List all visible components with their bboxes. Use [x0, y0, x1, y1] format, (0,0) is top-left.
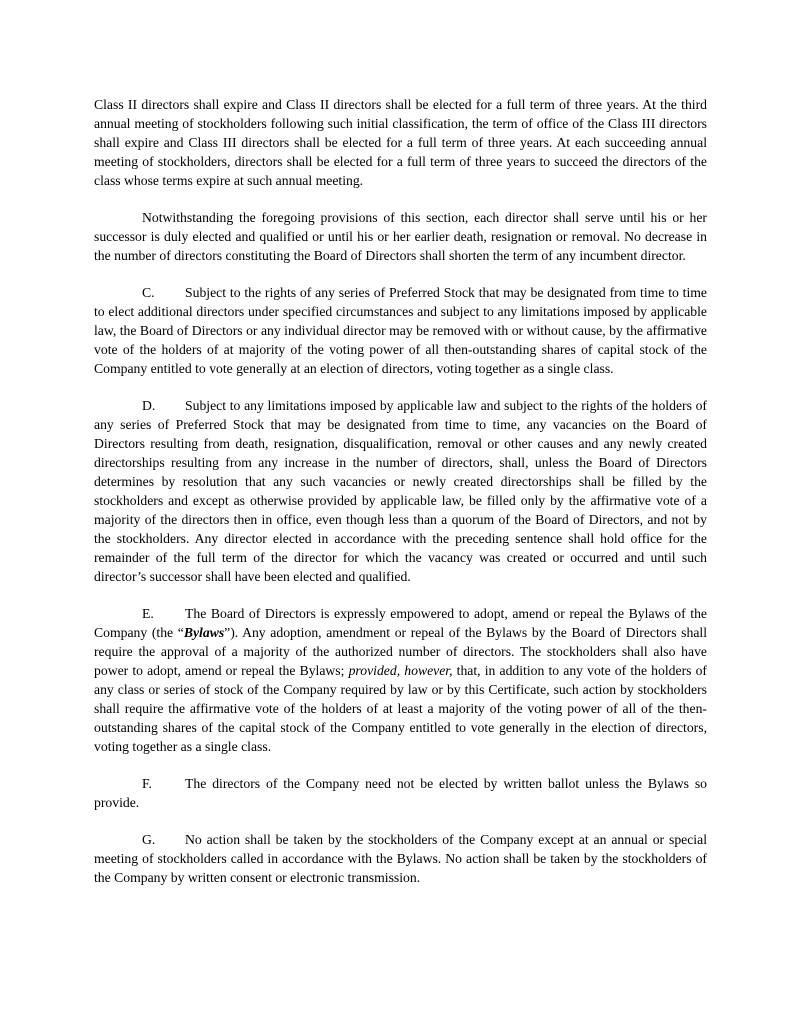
paragraph-label: C. [142, 285, 155, 300]
text-run: ”). Any adoption, amendment or repeal of the Bylaws by the Board of Directors shall require the approval of a majority of the authorized number of directors. The stockholders shall also have power to adopt, amend or repeal the Bylaws; [94, 625, 707, 678]
paragraph [94, 830, 707, 887]
paragraph [94, 604, 707, 756]
text-run: The directors of the Company need not be elected by written ballot unless the Bylaws so provide. [94, 776, 707, 810]
document-body [94, 95, 707, 887]
text-run: that, in addition to any vote of the holders of any class or series of stock of the Company required by law or by this Certificate, such action by stockholders shall require the affirmative vote of the holders of at least a majority of the voting power of all of the then-outstanding shares of the capital stock of the Company entitled to vote generally in the election of directors, voting together as a single class. [94, 663, 707, 754]
text-run: The Board of Directors is expressly empowered to adopt, amend or repeal the Bylaws of the Company (the “ [94, 606, 707, 640]
paragraph [94, 396, 707, 586]
paragraph-label: F. [142, 776, 152, 791]
text-run: Class II directors shall expire and Class II directors shall be elected for a full term of three years. At the third annual meeting of stockholders following such initial classification, the term of office of the Class III directors shall expire and Class III directors shall be elected for a full term of three years. At each succeeding annual meeting of stockholders, directors shall be elected for a full term of three years to succeed the directors of the class whose terms expire at such annual meeting. [94, 97, 707, 188]
paragraph [94, 283, 707, 378]
text-run: Bylaws [183, 625, 225, 640]
paragraph-label: E. [142, 606, 154, 621]
text-run: Notwithstanding the foregoing provisions of this section, each director shall serve until his or her successor is duly elected and qualified or until his or her earlier death, resignation or removal. No decrease in the number of directors constituting the Board of Directors shall shorten the term of any incumbent director. [94, 210, 707, 263]
paragraph [94, 208, 707, 265]
text-run: provided, however, [348, 663, 453, 678]
paragraph-label: G. [142, 832, 156, 847]
text-run: Subject to any limitations imposed by applicable law and subject to the rights of the holders of any series of Preferred Stock that may be designated from time to time, any vacancies on the Board of Directors resulting from death, resignation, disqualification, removal or other causes and any newly created directorships resulting from any increase in the number of directors, shall, unless the Board of Directors determines by resolution that any such vacancies or newly created directorships shall be filled by the stockholders and except as otherwise provided by applicable law, be filled only by the affirmative vote of a majority of the directors then in office, even though less than a quorum of the Board of Directors, and not by the stockholders. Any director elected in accordance with the preceding sentence shall hold office for the remainder of the full term of the director for which the vacancy was created or occurred and until such director’s successor shall have been elected and qualified. [94, 398, 707, 584]
text-run: No action shall be taken by the stockholders of the Company except at an annual or special meeting of stockholders called in accordance with the Bylaws. No action shall be taken by the stockholders of the Company by written consent or electronic transmission. [94, 832, 707, 885]
text-run: Subject to the rights of any series of Preferred Stock that may be designated from time to time to elect additional directors under specified circumstances and subject to any limitations imposed by applicable law, the Board of Directors or any individual director may be removed with or without cause, by the affirmative vote of the holders of at majority of the voting power of all then-outstanding shares of capital stock of the Company entitled to vote generally at an election of directors, voting together as a single class. [94, 285, 707, 376]
paragraph [94, 774, 707, 812]
paragraph-label: D. [142, 398, 156, 413]
paragraph [94, 95, 707, 190]
